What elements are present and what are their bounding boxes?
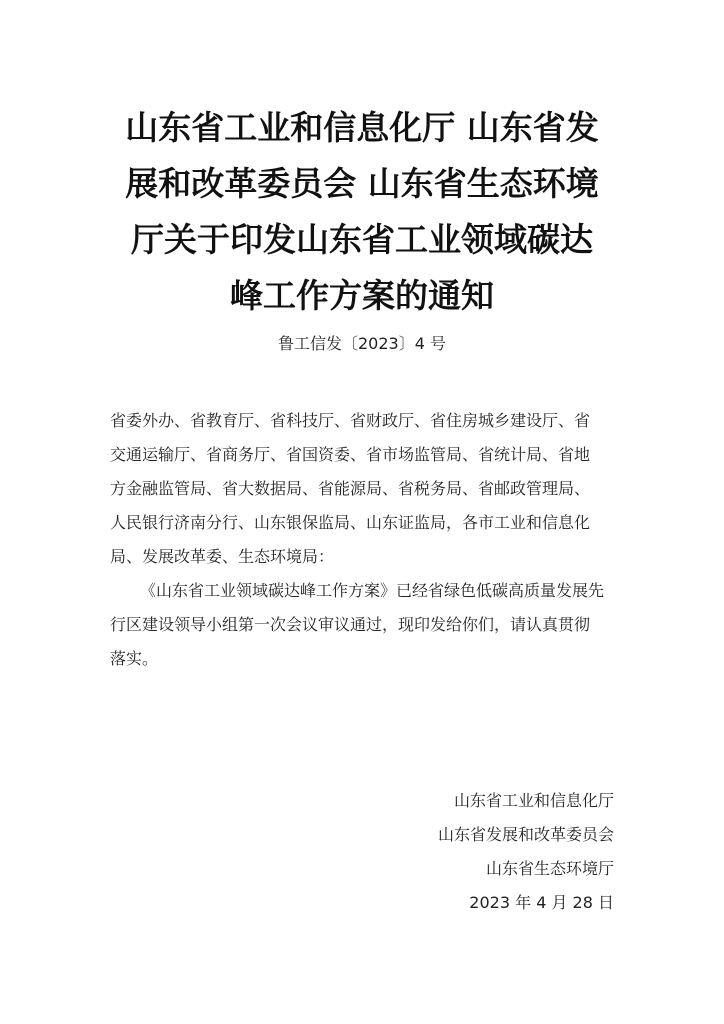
signature-org: 山东省工业和信息化厅 xyxy=(453,791,614,810)
document-body xyxy=(110,404,616,676)
paragraph-line: 行区建设领导小组第一次会议审议通过，现印发给你们，请认真贯彻 xyxy=(110,615,591,634)
recipient-line: 交通运输厅、省商务厅、省国资委、省市场监管局、省统计局、省地 xyxy=(110,445,591,464)
paragraph-line: 落实。 xyxy=(110,649,159,668)
signature-block xyxy=(254,784,614,920)
title-line: 厅关于印发山东省工业领域碳达 xyxy=(131,220,593,259)
recipient-line: 局、发展改革委、生态环境局： xyxy=(110,547,335,566)
document-title xyxy=(100,100,624,324)
title-line: 展和改革委员会 山东省生态环境 xyxy=(125,164,599,203)
signature-org: 山东省生态环境厅 xyxy=(485,859,614,878)
recipient-line: 省委外办、省教育厅、省科技厅、省财政厅、省住房城乡建设厅、省 xyxy=(110,411,591,430)
paragraph-line: 《山东省工业领域碳达峰工作方案》已经省绿色低碳高质量发展先 xyxy=(140,581,605,600)
signature-org: 山东省发展和改革委员会 xyxy=(437,825,614,844)
recipient-line: 方金融监管局、省大数据局、省能源局、省税务局、省邮政管理局、 xyxy=(110,479,591,498)
document-number: 鲁工信发〔2023〕4 号 xyxy=(278,334,446,353)
signature-date: 2023 年 4 月 28 日 xyxy=(469,893,614,912)
title-line: 山东省工业和信息化厅 山东省发 xyxy=(125,108,599,147)
title-line: 峰工作方案的通知 xyxy=(230,276,494,315)
recipient-line: 人民银行济南分行、山东银保监局、山东证监局，各市工业和信息化 xyxy=(110,513,591,532)
